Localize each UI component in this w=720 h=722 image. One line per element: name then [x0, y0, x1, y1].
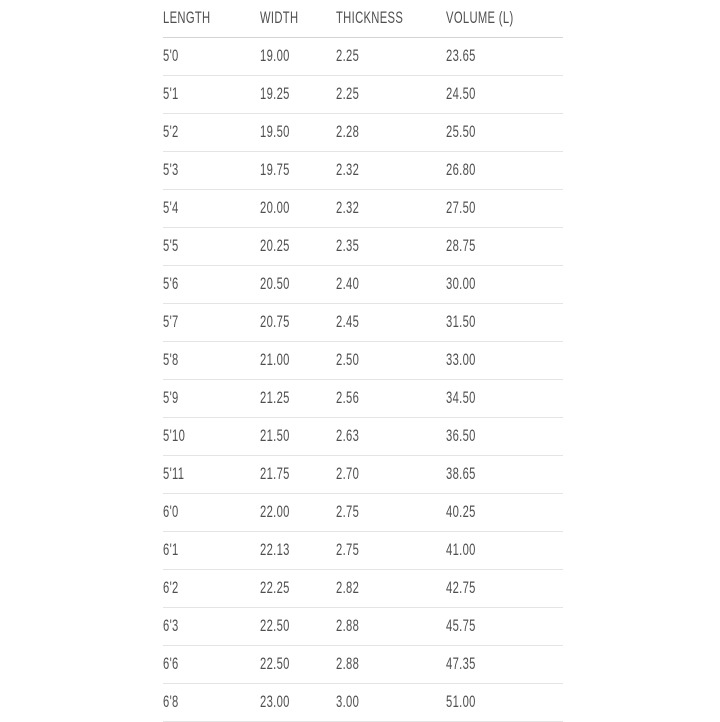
length-value: 6'0	[163, 502, 179, 521]
width-value: 19.00	[260, 46, 290, 65]
table-cell-volume	[446, 503, 563, 522]
thickness-value: 2.75	[336, 540, 360, 559]
table-row	[163, 456, 563, 494]
volume-value: 25.50	[446, 122, 476, 141]
table-cell-length	[163, 693, 260, 712]
table-cell-volume	[446, 655, 563, 674]
length-value: 5'2	[163, 122, 179, 141]
table-cell-width	[260, 389, 336, 408]
thickness-value: 2.40	[336, 274, 360, 293]
table-cell-volume	[446, 465, 563, 484]
table-cell-volume	[446, 47, 563, 66]
table-cell-length	[163, 351, 260, 370]
table-cell-thickness	[336, 389, 446, 408]
width-value: 20.75	[260, 312, 290, 331]
width-value: 20.00	[260, 198, 290, 217]
length-value: 6'3	[163, 616, 179, 635]
length-value: 5'8	[163, 350, 179, 369]
width-value: 21.50	[260, 426, 290, 445]
table-cell-thickness	[336, 47, 446, 66]
table-cell-width	[260, 655, 336, 674]
width-value: 20.50	[260, 274, 290, 293]
table-row	[163, 228, 563, 266]
table-cell-thickness	[336, 427, 446, 446]
table-cell-volume	[446, 237, 563, 256]
table-cell-width	[260, 503, 336, 522]
width-value: 23.00	[260, 692, 290, 711]
size-chart-table	[163, 0, 563, 722]
table-cell-volume	[446, 541, 563, 560]
volume-value: 38.65	[446, 464, 476, 483]
volume-value: 40.25	[446, 502, 476, 521]
table-cell-thickness	[336, 313, 446, 332]
table-cell-thickness	[336, 199, 446, 218]
thickness-value: 2.32	[336, 198, 360, 217]
table-row	[163, 38, 563, 76]
table-cell-volume	[446, 161, 563, 180]
width-value: 22.00	[260, 502, 290, 521]
table-cell-volume	[446, 199, 563, 218]
volume-value: 51.00	[446, 692, 476, 711]
table-cell-thickness	[336, 351, 446, 370]
length-value: 5'1	[163, 84, 179, 103]
width-value: 20.25	[260, 236, 290, 255]
length-value: 5'9	[163, 388, 179, 407]
thickness-value: 2.50	[336, 350, 360, 369]
thickness-value: 2.25	[336, 84, 360, 103]
table-cell-volume	[446, 427, 563, 446]
table-cell-width	[260, 85, 336, 104]
table-row	[163, 114, 563, 152]
thickness-value: 2.88	[336, 654, 360, 673]
table-row	[163, 152, 563, 190]
table-cell-volume	[446, 275, 563, 294]
length-value: 5'10	[163, 426, 186, 445]
table-cell-length	[163, 617, 260, 636]
table-row	[163, 342, 563, 380]
volume-value: 33.00	[446, 350, 476, 369]
table-cell-volume	[446, 313, 563, 332]
volume-value: 24.50	[446, 84, 476, 103]
table-cell-length	[163, 389, 260, 408]
width-value: 22.50	[260, 654, 290, 673]
table-cell-thickness	[336, 161, 446, 180]
thickness-value: 2.32	[336, 160, 360, 179]
table-cell-thickness	[336, 275, 446, 294]
table-cell-width	[260, 161, 336, 180]
table-cell-width	[260, 427, 336, 446]
table-cell-length	[163, 275, 260, 294]
length-value: 6'6	[163, 654, 179, 673]
table-cell-thickness	[336, 123, 446, 142]
table-cell-width	[260, 275, 336, 294]
table-cell-volume	[446, 389, 563, 408]
table-cell-thickness	[336, 85, 446, 104]
thickness-value: 2.82	[336, 578, 360, 597]
table-cell-volume	[446, 123, 563, 142]
table-cell-thickness	[336, 693, 446, 712]
column-header-length	[163, 9, 260, 28]
table-cell-length	[163, 465, 260, 484]
table-row	[163, 532, 563, 570]
width-value: 22.50	[260, 616, 290, 635]
table-cell-length	[163, 237, 260, 256]
length-value: 5'4	[163, 198, 179, 217]
length-value: 5'7	[163, 312, 179, 331]
table-row	[163, 266, 563, 304]
table-cell-length	[163, 541, 260, 560]
table-cell-thickness	[336, 617, 446, 636]
thickness-value: 2.56	[336, 388, 360, 407]
size-chart-header-row	[163, 0, 563, 38]
volume-value: 36.50	[446, 426, 476, 445]
table-row	[163, 646, 563, 684]
volume-value: 45.75	[446, 616, 476, 635]
table-row	[163, 418, 563, 456]
width-value: 21.00	[260, 350, 290, 369]
table-cell-thickness	[336, 503, 446, 522]
volume-value: 47.35	[446, 654, 476, 673]
column-header-length-label: LENGTH	[163, 8, 211, 27]
table-cell-width	[260, 313, 336, 332]
column-header-volume	[446, 9, 563, 28]
column-header-volume-label: VOLUME (L)	[446, 8, 514, 27]
length-value: 6'2	[163, 578, 179, 597]
column-header-thickness	[336, 9, 446, 28]
table-row	[163, 570, 563, 608]
length-value: 5'5	[163, 236, 179, 255]
length-value: 6'1	[163, 540, 179, 559]
table-row	[163, 380, 563, 418]
table-row	[163, 304, 563, 342]
thickness-value: 2.35	[336, 236, 360, 255]
size-chart-body	[163, 38, 563, 722]
table-cell-width	[260, 123, 336, 142]
volume-value: 26.80	[446, 160, 476, 179]
thickness-value: 2.28	[336, 122, 360, 141]
table-cell-volume	[446, 693, 563, 712]
table-row	[163, 76, 563, 114]
volume-value: 28.75	[446, 236, 476, 255]
volume-value: 34.50	[446, 388, 476, 407]
length-value: 5'11	[163, 464, 185, 483]
table-cell-length	[163, 199, 260, 218]
table-cell-volume	[446, 579, 563, 598]
table-cell-length	[163, 655, 260, 674]
volume-value: 42.75	[446, 578, 476, 597]
table-cell-thickness	[336, 541, 446, 560]
table-cell-length	[163, 427, 260, 446]
thickness-value: 2.25	[336, 46, 360, 65]
thickness-value: 2.75	[336, 502, 360, 521]
volume-value: 27.50	[446, 198, 476, 217]
table-cell-thickness	[336, 655, 446, 674]
length-value: 5'3	[163, 160, 179, 179]
table-cell-length	[163, 313, 260, 332]
length-value: 5'0	[163, 46, 179, 65]
table-cell-length	[163, 123, 260, 142]
thickness-value: 3.00	[336, 692, 360, 711]
table-cell-width	[260, 47, 336, 66]
table-row	[163, 608, 563, 646]
table-cell-thickness	[336, 579, 446, 598]
table-cell-volume	[446, 617, 563, 636]
table-cell-width	[260, 617, 336, 636]
column-header-width-label: WIDTH	[260, 8, 299, 27]
table-cell-width	[260, 351, 336, 370]
table-cell-length	[163, 503, 260, 522]
table-cell-width	[260, 693, 336, 712]
width-value: 19.75	[260, 160, 290, 179]
table-cell-volume	[446, 85, 563, 104]
table-cell-thickness	[336, 465, 446, 484]
table-cell-width	[260, 541, 336, 560]
table-cell-length	[163, 161, 260, 180]
table-cell-width	[260, 465, 336, 484]
table-cell-volume	[446, 351, 563, 370]
length-value: 6'8	[163, 692, 179, 711]
table-row	[163, 684, 563, 722]
table-row	[163, 494, 563, 532]
table-cell-width	[260, 199, 336, 218]
volume-value: 23.65	[446, 46, 476, 65]
width-value: 19.25	[260, 84, 290, 103]
table-cell-width	[260, 237, 336, 256]
thickness-value: 2.63	[336, 426, 360, 445]
volume-value: 30.00	[446, 274, 476, 293]
width-value: 22.13	[260, 540, 290, 559]
column-header-thickness-label: THICKNESS	[336, 8, 404, 27]
width-value: 22.25	[260, 578, 290, 597]
table-row	[163, 190, 563, 228]
volume-value: 31.50	[446, 312, 476, 331]
thickness-value: 2.70	[336, 464, 360, 483]
thickness-value: 2.45	[336, 312, 360, 331]
table-cell-thickness	[336, 237, 446, 256]
width-value: 21.25	[260, 388, 290, 407]
column-header-width	[260, 9, 336, 28]
table-cell-width	[260, 579, 336, 598]
table-cell-length	[163, 579, 260, 598]
volume-value: 41.00	[446, 540, 476, 559]
width-value: 21.75	[260, 464, 290, 483]
width-value: 19.50	[260, 122, 290, 141]
table-cell-length	[163, 85, 260, 104]
thickness-value: 2.88	[336, 616, 360, 635]
length-value: 5'6	[163, 274, 179, 293]
table-cell-length	[163, 47, 260, 66]
